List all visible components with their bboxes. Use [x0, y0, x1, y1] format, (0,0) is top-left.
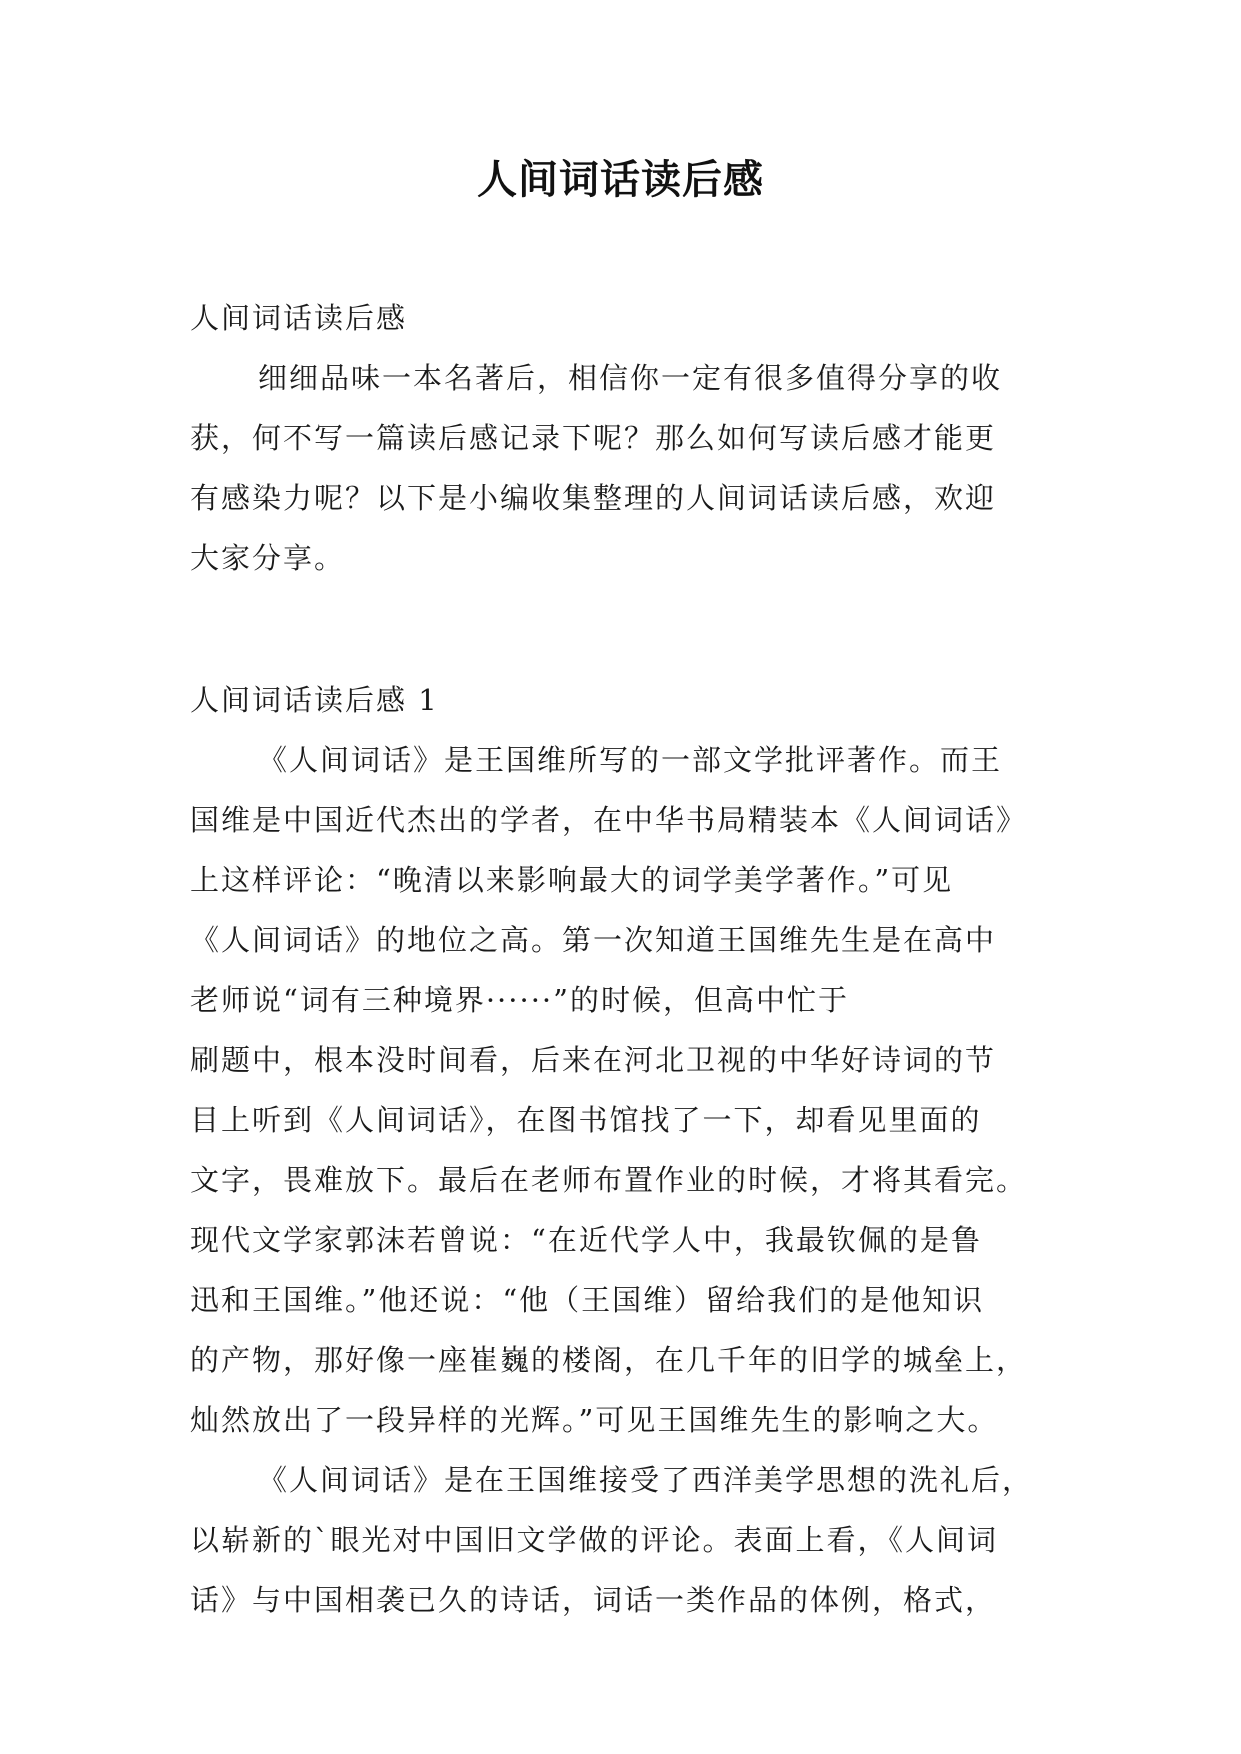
- paragraph-line: 国维是中国近代杰出的学者，在中华书局精装本《人间词话》: [190, 803, 1028, 837]
- paragraph-line: 文字，畏难放下。最后在老师布置作业的时候，才将其看完。: [190, 1163, 1028, 1197]
- document-title: 人间词话读后感: [477, 156, 764, 203]
- intro-line: 获，何不写一篇读后感记录下呢？那么如何写读后感才能更: [190, 421, 997, 455]
- subtitle: 人间词话读后感: [190, 301, 408, 335]
- paragraph-line: 以崭新的`眼光对中国旧文学做的评论。表面上看，《人间词: [190, 1523, 999, 1557]
- intro-line: 有感染力呢？以下是小编收集整理的人间词话读后感，欢迎: [190, 481, 997, 515]
- paragraph-line: 迅和王国维。”他还说：“他（王国维）留给我们的是他知识: [190, 1283, 985, 1317]
- paragraph-line: 《人间词话》是在王国维接受了西洋美学思想的洗礼后，: [258, 1463, 1034, 1497]
- paragraph-line: 《人间词话》的地位之高。第一次知道王国维先生是在高中: [190, 923, 997, 957]
- section-heading: 人间词话读后感 1: [190, 683, 439, 717]
- paragraph-line: 目上听到《人间词话》，在图书馆找了一下，却看见里面的: [190, 1103, 982, 1137]
- paragraph-line: 上这样评论：“晚清以来影响最大的词学美学著作。”可见: [190, 863, 954, 897]
- intro-line: 大家分享。: [190, 541, 346, 575]
- paragraph-line: 现代文学家郭沫若曾说：“在近代学人中，我最钦佩的是鲁: [190, 1223, 982, 1257]
- section-spacer: [190, 588, 1070, 670]
- paragraph-line: 刷题中，根本没时间看，后来在河北卫视的中华好诗词的节: [190, 1043, 997, 1077]
- paragraph-line: 老师说“词有三种境界······”的时候，但高中忙于: [190, 983, 849, 1017]
- document-body: [190, 288, 1070, 1630]
- paragraph-line: 灿然放出了一段异样的光辉。”可见王国维先生的影响之大。: [190, 1403, 999, 1437]
- paragraph-line: 话》与中国相袭已久的诗话，词话一类作品的体例，格式，: [190, 1583, 997, 1617]
- paragraph-line: 《人间词话》是王国维所写的一部文学批评著作。而王: [258, 743, 1003, 777]
- paragraph-line: 的产物，那好像一座崔巍的楼阁，在几千年的旧学的城垒上，: [190, 1343, 1028, 1377]
- intro-line: 细细品味一本名著后，相信你一定有很多值得分享的收: [258, 361, 1003, 395]
